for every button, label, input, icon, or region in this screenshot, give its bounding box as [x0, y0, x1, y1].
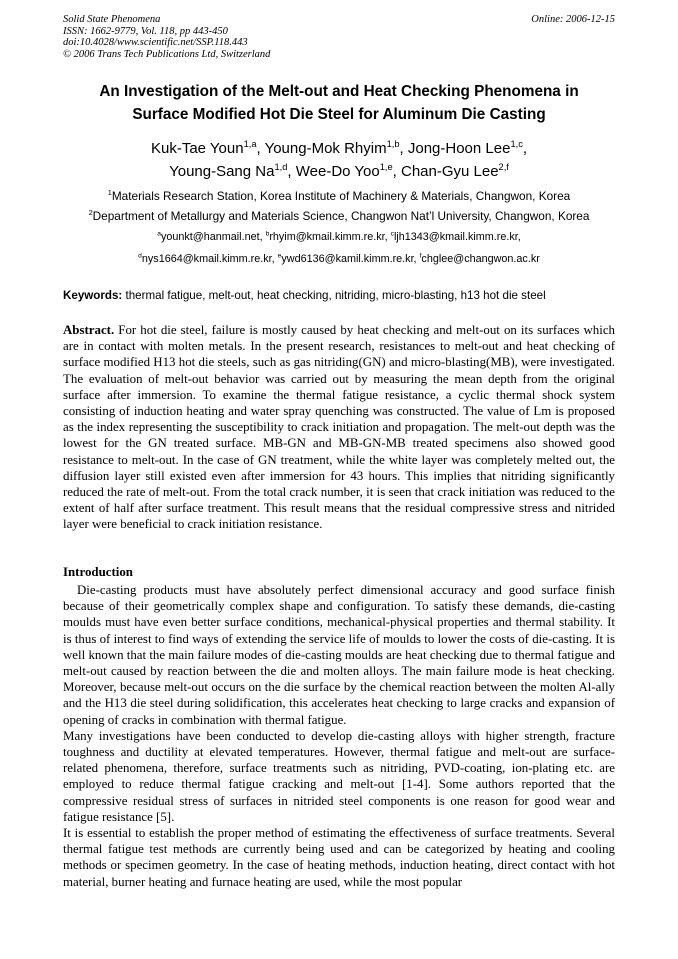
- introduction-body: [63, 582, 615, 890]
- paragraph: Many investigations have been conducted to develop die-casting alloys with higher strength, fracture toughness and ductility at elevated temperatures. However, thermal fatigue and melt-out are surface-related phenomena, therefore, surface treatments such as nitriding, PVD-coating, ion-plating etc. are employed to reduce thermal fatigue cracking and melt-out [1-4]. Some authors reported that the compressive residual stress of surfaces in nitrided steel components is one reason for good wear and fatigue resistance [5].: [63, 728, 615, 824]
- author-affiliation-mark: 1,c: [510, 139, 523, 149]
- email-address[interactable]: rhyim@kmail.kimm.re.kr,: [269, 231, 391, 243]
- affiliation-text: Materials Research Station, Korea Institute of Machinery & Materials, Changwon, Korea: [111, 189, 571, 203]
- paper-title: [63, 80, 615, 126]
- email-mark: d: [138, 252, 142, 260]
- author-name: Chan-Gyu Lee: [400, 163, 499, 180]
- keywords-text: thermal fatigue, melt-out, heat checking, nitriding, micro-blasting, h13 hot die steel: [122, 289, 546, 302]
- author-affiliation-mark: 1,b: [386, 139, 400, 149]
- email-mark: e: [277, 252, 282, 260]
- abstract-text: For hot die steel, failure is mostly caused by heat checking and melt-out on its surfaces which are in contact with molten metals. In the present research, resistances to melt-out and heat checking of surface modified H13 hot die steels, such as gas nitriding(GN) and micro-blasting(MB), were investigated. The evaluation of melt-out behavior was carried out by measuring the mean depth from the original surface after immersion. To examine the thermal fatigue resistance, a cyclic thermal shock system consisting of induction heating and water spray quenching was constructed. The value of Lm is proposed as the index representing the susceptibility to crack initiation and propagation. The melt-out depth was the lowest for the GN treated surface. MB-GN and MB-GN-MB treated specimens also showed good resistance to melt-out. In the case of GN treatment, while the white layer was completely melted out, the diffusion layer still existed even after immersion for 43 hours. This implies that nitriding significantly reduced the rate of melt-out. From the total crack number, it is seen that crack initiation was reduced to the extent of half after surface treatment. This result means that the residual compressive stress and nitrided layer were beneficial to crack initiation resistance.: [63, 323, 615, 532]
- author-line-2: Young-Sang Na$^{1,d}$, Wee-Do Yoo$^{1,e}$, Chan-Gyu Lee$^{2,f}$: [169, 162, 509, 180]
- email-mark: c: [390, 230, 394, 238]
- email-line-1: [63, 231, 615, 244]
- paper-title-line-2: Surface Modified Hot Die Steel for Aluminum Die Casting: [132, 106, 546, 123]
- author-affiliation-mark: 1,e: [379, 162, 393, 172]
- paper-title-line-1: An Investigation of the Melt-out and Heat Checking Phenomena in: [99, 83, 579, 100]
- affiliation-text: Department of Metallurgy and Materials Science, Changwon Nat’l University, Changwon, Korea: [92, 209, 590, 223]
- author-line-1: Kuk-Tae Youn$^{1,a}$, Young-Mok Rhyim$^{1,b}$, Jong-Hoon Lee$^{1,c}$,: [150, 139, 528, 157]
- email-mark: a: [157, 230, 161, 238]
- email-mark: f: [419, 252, 422, 260]
- author-list: [63, 137, 615, 183]
- paragraph: Die-casting products must have absolutely perfect dimensional accuracy and good surface finish because of their geometrically complex shape and configuration. To satisfy these demands, die-casting moulds must have even better surface conditions, mechanical-physical properties and thermal stability. It is thus of interest to find ways of extending the service life of moulds to lower the costs of die-casting. It is well known that the main failure modes of die-casting moulds are heat checking due to thermal fatigue and melt-out caused by reaction between the die and molten alloys. The main failure mode is heat checking. Moreover, because melt-out occurs on the die surface by the chemical reaction between the molten Al-ally and the H13 die steel during solidification, this accelerates heat checking to large cracks and expansion of opening of cracks in combination with thermal fatigue.: [63, 583, 615, 727]
- affiliation-1: [63, 189, 615, 203]
- keywords-label: Keywords:: [63, 289, 123, 302]
- author-name: Young-Sang Na: [169, 163, 275, 180]
- affiliation-mark: 1: [107, 188, 112, 198]
- email-mark: b: [265, 230, 270, 238]
- journal-header: [63, 14, 615, 60]
- author-affiliation-mark: 1,a: [243, 139, 257, 149]
- journal-doi: doi:10.4028/www.scientific.net/SSP.118.443: [63, 37, 248, 49]
- author-name: Wee-Do Yoo: [295, 163, 380, 180]
- email-address[interactable]: chglee@changwon.ac.kr: [421, 253, 540, 265]
- journal-issn: ISSN: 1662-9779, Vol. 118, pp 443-450: [63, 25, 228, 37]
- author-affiliation-mark: 2,f: [498, 162, 509, 172]
- email-line-2: [63, 253, 615, 266]
- keywords: [63, 289, 623, 303]
- journal-name: Solid State Phenomena: [63, 14, 161, 25]
- abstract: [63, 322, 615, 533]
- email-address[interactable]: younkt@hanmail.net,: [160, 231, 266, 243]
- journal-copyright: © 2006 Trans Tech Publications Ltd, Switzerland: [63, 48, 271, 60]
- abstract-label: Abstract.: [63, 323, 115, 337]
- author-name: Young-Mok Rhyim: [264, 140, 387, 157]
- paragraph: It is essential to establish the proper method of estimating the effectiveness of surface treatments. Several thermal fatigue test methods are currently being used and can be categorized by heating and cooling methods or specimen geometry. In the case of heating methods, induction heating, direct contact with hot material, burner heating and furnace heating are used, while the most popular: [63, 826, 615, 889]
- email-address[interactable]: ywd6136@kamil.kimm.re.kr,: [281, 253, 420, 265]
- email-address[interactable]: nys1664@kmail.kimm.re.kr,: [141, 253, 278, 265]
- online-date: Online: 2006-12-15: [531, 14, 615, 25]
- author-affiliation-mark: 1,d: [274, 162, 288, 172]
- email-address[interactable]: ljh1343@kmail.kimm.re.kr,: [393, 231, 521, 243]
- affiliation-2: [63, 209, 615, 223]
- section-heading-introduction: Introduction: [63, 565, 133, 579]
- affiliation-mark: 2: [88, 208, 93, 218]
- author-name: Jong-Hoon Lee: [407, 140, 511, 157]
- author-name: Kuk-Tae Youn: [150, 140, 244, 157]
